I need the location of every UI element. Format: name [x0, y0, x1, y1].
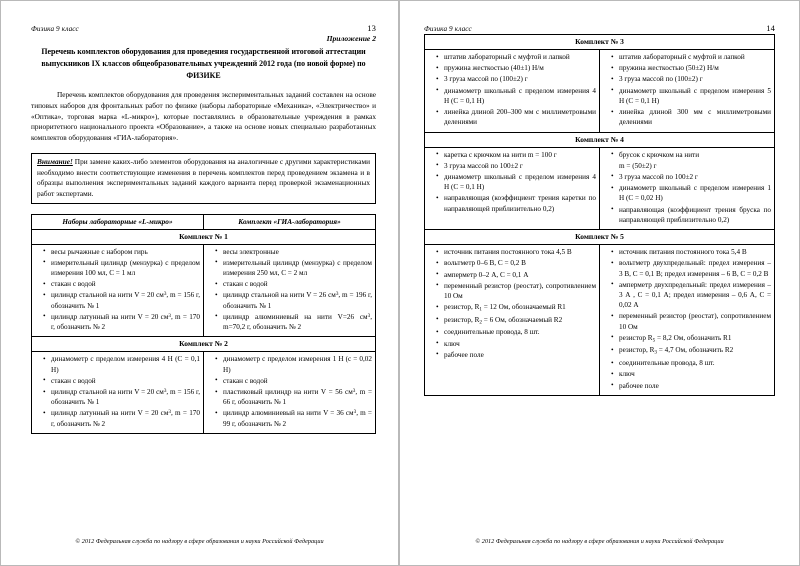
list-item: • брусок с крючком на нити — [612, 150, 771, 160]
kit-items-left — [425, 245, 600, 396]
item-list — [428, 150, 596, 214]
list-item — [612, 107, 771, 127]
kit-items-left — [32, 244, 204, 337]
list-item: • цилиндр стальной на нити V = 26 $см^3$, m = 196 г, обозначить № 1 — [216, 290, 372, 310]
list-item — [612, 311, 771, 331]
notice-box — [31, 153, 376, 204]
list-item — [437, 339, 596, 349]
list-item — [437, 107, 596, 127]
kit-items-left — [425, 50, 600, 133]
list-item: • резистор $R_5 = 8,2$ Ом, обозначить R1 — [612, 333, 771, 345]
intro-paragraph: Перечень комплектов оборудования для проведения экспериментальных заданий составлен на основе типовых наборов для фронтальных работ по физике (наборы лабораторные «Механика», «Электричество» и «Оптика», торговая марка «L-микро»), которые поставлялись в образовательные учреждения в рамках приоритетного национального проекта «Образование», а также на основе новых специально разработанных комплектов оборудования «ГИА-лаборатория». — [31, 90, 376, 143]
equipment-table-right — [424, 34, 775, 396]
list-item — [612, 86, 771, 106]
kit-items-row — [425, 147, 775, 230]
item-text: вольтметр 0–6 В, С = 0,2 В — [444, 259, 526, 268]
item-text: стакан с водой — [51, 280, 96, 289]
list-item: • динамометр с пределом измерения 1 Н (с = 0,02 Н) — [216, 354, 372, 374]
list-item — [437, 327, 596, 337]
item-list — [603, 52, 771, 128]
kit-items-left — [425, 147, 600, 230]
list-item — [437, 86, 596, 106]
list-item-continuation: m = (50±2) г — [619, 161, 657, 170]
kit-title: Комплект № 2 — [32, 337, 376, 352]
page-title: Перечень комплектов оборудования для проведения государственной итоговой аттестации выпускников IX классов общеобразовательных учреждений 2012 года (по новой форме) по ФИЗИКЕ — [41, 47, 366, 81]
column-header-gia-lab: Комплект «ГИА-лаборатория» — [204, 214, 376, 229]
footer-text: © 2012 Федеральная служба по надзору в сфере образования и науки Российской Федерации — [475, 538, 724, 545]
item-text: рабочее поле — [444, 350, 484, 359]
item-text: направляющая (коэффициент трения каретки по направляющей приблизительно 0,2) — [444, 194, 596, 213]
item-text: каретка с крючком на нити m = 100 г — [444, 150, 557, 159]
page-number-right: 14 — [766, 23, 775, 33]
list-item: • измерительный цилиндр (мензурка) с пределом измерения 250 мл, С = 2 мл — [216, 258, 372, 278]
list-item: • пластиковый цилиндр на нити V = 56 $см^3$, m = 66 г, обозначить № 1 — [216, 387, 372, 407]
column-header-l-micro: Наборы лабораторные «L-микро» — [32, 214, 204, 229]
item-text: переменный резистор (реостат), сопротивлением 10 Ом — [619, 312, 771, 331]
item-text: источник питания постоянного тока 5,4 В — [619, 248, 747, 257]
kit-items-row — [32, 352, 376, 434]
list-item: • амперметр двухпредельный: предел измерения – 3 А , С = 0,1 А; предел измерения – 0,6 А, С = 0,02 А — [612, 280, 771, 311]
list-item: • цилиндр стальной на нити V = 20 $см^3$, m = 156 г, обозначить № 1 — [44, 387, 200, 407]
kit-title-row — [32, 337, 376, 352]
kit-title-row — [425, 35, 775, 50]
list-item: • резистор, $R_3 = 4,7$ Ом, обозначить R2 — [612, 345, 771, 357]
list-item — [437, 150, 596, 160]
running-head-title-right: Физика 9 класс — [424, 25, 472, 33]
kit-items-right — [600, 147, 775, 230]
table-head-left — [32, 214, 376, 229]
list-item: • цилиндр латунный на нити V = 20 $см^3$, m = 170 г, обозначить № 2 — [44, 312, 200, 332]
list-item — [437, 193, 596, 213]
kit-items-right — [204, 244, 376, 337]
list-item — [437, 350, 596, 360]
item-text: переменный резистор (реостат), сопротивлением 10 Ом — [444, 281, 596, 300]
item-text: весы электронные — [223, 247, 279, 256]
item-text: амперметр 0–2 А, С = 0,1 А — [444, 270, 529, 279]
item-text: направляющая (коэффициент трения бруска по направляющей приблизительно 0,2) — [619, 205, 771, 224]
running-head-right — [424, 23, 775, 33]
list-item — [437, 63, 596, 73]
list-item — [216, 279, 372, 289]
list-item: • цилиндр алюминиевый на нити V = 36 $см^3$, m = 99 г, обозначить № 2 — [216, 408, 372, 428]
item-text: стакан с водой — [51, 376, 96, 385]
item-text: динамометр школьный с пределом измерения 4 Н (С = 0,1 Н) — [444, 86, 596, 105]
footer-left — [1, 538, 398, 545]
item-list — [35, 354, 200, 429]
item-text: ключ — [444, 339, 460, 348]
list-item: • цилиндр латунный на нити V = 20 $см^3$, m = 170 г, обозначить № 2 — [44, 408, 200, 428]
item-text: линейка длиной 200–300 мм с миллиметровыми делениями — [444, 108, 596, 127]
item-text: пружина жесткостью (40±1) Н/м — [444, 64, 544, 73]
list-item — [437, 74, 596, 84]
item-text: штатив лабораторный с муфтой и лапкой — [619, 53, 745, 61]
footer-text: © 2012 Федеральная служба по надзору в сфере образования и науки Российской Федерации — [75, 538, 324, 545]
list-item — [612, 358, 771, 368]
item-list — [207, 247, 372, 333]
list-item — [612, 172, 771, 182]
list-item — [437, 161, 596, 171]
item-text: весы рычажные с набором гирь — [51, 247, 148, 256]
list-item — [612, 369, 771, 379]
list-item — [612, 74, 771, 84]
list-item: • цилиндр алюминиевый на нити V=26 $см^3$, m=70,2 г, обозначить № 2 — [216, 312, 372, 332]
list-item — [437, 258, 596, 268]
appendix-label: Приложение 2 — [326, 34, 376, 43]
kit-items-right — [600, 245, 775, 396]
item-list — [207, 354, 372, 429]
page-14 — [399, 0, 800, 566]
page-number-left: 13 — [367, 23, 376, 33]
running-head-title-left: Физика 9 класс — [31, 25, 79, 33]
item-list — [35, 247, 200, 333]
list-item: • резистор, $R_2 = 6$ Ом, обозначаемый R2 — [437, 315, 596, 327]
item-text: стакан с водой — [223, 376, 268, 385]
kit-title-row — [425, 230, 775, 245]
item-text: ключ — [619, 370, 635, 379]
list-item — [216, 376, 372, 386]
item-list — [428, 52, 596, 128]
item-text: линейка длиной 300 мм с миллиметровыми делениями — [619, 108, 771, 127]
item-text: 3 груза массой по 100±2 г — [444, 161, 523, 170]
item-text: динамометр школьный с пределом измерения 4 Н (С = 0,1 Н) — [444, 172, 596, 192]
item-text: динамометр школьный с пределом измерения 1 Н (С = 0,02 Н) — [619, 184, 771, 203]
item-text: 3 груза массой по 100±2 г — [619, 172, 698, 181]
table-body-right — [425, 35, 775, 396]
item-text: рабочее поле — [619, 381, 659, 390]
list-item: • цилиндр стальной на нити V = 20 $см^3$, m = 156 г, обозначить № 1 — [44, 290, 200, 310]
kit-title-row — [32, 229, 376, 244]
list-item — [612, 52, 771, 62]
kit-items-row — [425, 245, 775, 396]
table-header-row — [32, 214, 376, 229]
item-text: 3 груза массой по (100±2) г — [444, 75, 528, 84]
item-list — [603, 247, 771, 391]
kit-items-left — [32, 352, 204, 434]
footer-right — [400, 538, 799, 545]
item-text: соединительные провода, 8 шт. — [619, 359, 715, 368]
item-text: пружина жесткостью (50±2) Н/м — [619, 64, 719, 73]
item-text: источник питания постоянного тока 4,5 В — [444, 248, 572, 257]
list-item — [437, 281, 596, 301]
list-item — [44, 247, 200, 257]
list-item — [216, 247, 372, 257]
list-item — [612, 205, 771, 225]
item-text: штатив лабораторный с муфтой и лапкой — [444, 53, 570, 61]
notice-text: При замене каких-либо элементов оборудования на аналогичные с другими характеристиками необходимо внести соответствующие изменения в перечень комплектов перед проведением экзамена и в образцы выполнения экспериментальных заданий каждого варианта перед проверкой экзаменационных работ экспертами. — [37, 157, 370, 198]
kit-title: Комплект № 1 — [32, 229, 376, 244]
list-item: • измерительный цилиндр (мензурка) с пределом измерения 100 мл, С = 1 мл — [44, 258, 200, 278]
list-item — [612, 183, 771, 203]
kit-title: Комплект № 4 — [425, 132, 775, 147]
list-item — [437, 270, 596, 280]
item-list — [603, 150, 771, 226]
notice-lead: Внимание! — [37, 157, 73, 167]
list-item — [612, 381, 771, 391]
item-text: 3 груза массой по (100±2) г — [619, 75, 703, 84]
list-item — [437, 52, 596, 62]
list-item — [437, 172, 596, 192]
list-item — [612, 63, 771, 73]
item-list — [428, 247, 596, 360]
item-text: соединительные провода, 8 шт. — [444, 328, 540, 337]
list-item — [44, 376, 200, 386]
kit-title-row — [425, 132, 775, 147]
list-item — [437, 247, 596, 257]
table-body-left — [32, 229, 376, 433]
list-item: • резистор, $R_1 = 12$ Ом, обозначаемый R1 — [437, 302, 596, 314]
item-text: стакан с водой — [223, 280, 268, 289]
list-item: • вольтметр двухпредельный: предел измерения – 3 В, С = 0,1 В; предел измерения – 6 В, С = 0,2 В — [612, 258, 771, 278]
kit-items-right — [204, 352, 376, 434]
kit-items-right — [600, 50, 775, 133]
item-text: динамометр школьный с пределом измерения 5 Н (С = 0,1 Н) — [619, 86, 771, 105]
running-head-left — [31, 23, 376, 33]
kit-title: Комплект № 3 — [425, 35, 775, 50]
page-13 — [0, 0, 399, 566]
list-item: • динамометр с пределом измерения 4 Н (С = 0,1 Н) — [44, 354, 200, 374]
kit-items-row — [425, 50, 775, 133]
equipment-table-left — [31, 214, 376, 434]
kit-title: Комплект № 5 — [425, 230, 775, 245]
list-item — [612, 247, 771, 257]
kit-items-row — [32, 244, 376, 337]
list-item — [44, 279, 200, 289]
